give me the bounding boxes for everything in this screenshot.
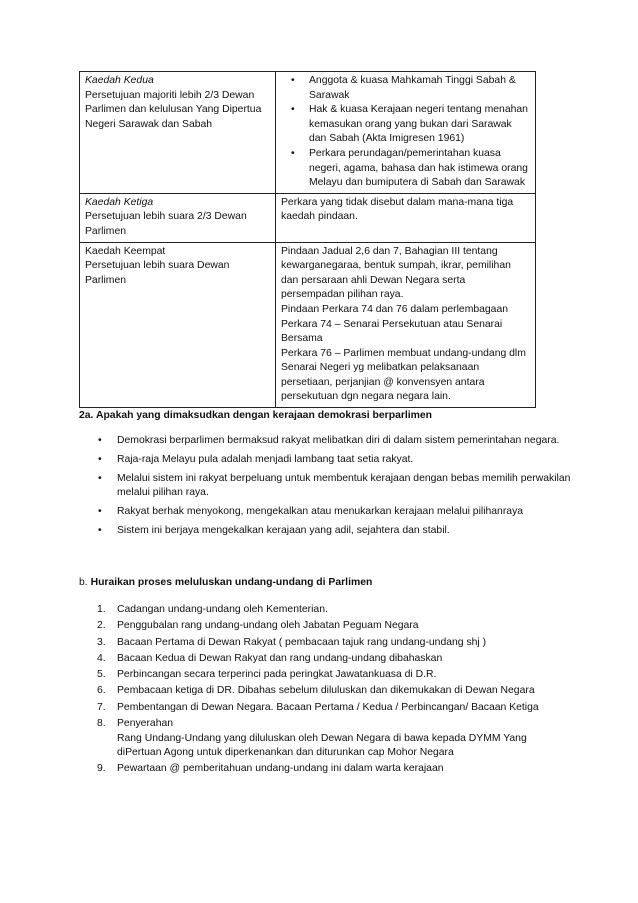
list-item: • Sistem ini berjaya mengekalkan kerajaan yang adil, sejahtera dan stabil. — [117, 524, 572, 539]
list-item: 4. Bacaan Kedua di Dewan Rakyat dan rang undang-undang dibahaskan — [97, 652, 443, 664]
method-cell — [80, 72, 276, 194]
list-item: 3. Bacaan Pertama di Dewan Rakyat ( pembacaan tajuk rang undang-undang shj ) — [97, 636, 487, 648]
section-b-prefix: b. — [79, 577, 91, 588]
list-item: • Hak & kuasa Kerajaan negeri tentang menahan kemasukan orang yang bukan dari Sarawak dan Sabah (Akta Imigresen 1961) — [309, 103, 531, 147]
method-title: Kaedah Kedua — [85, 75, 154, 86]
amendment-methods-table — [79, 71, 536, 408]
section-2a-title: 2a. Apakah yang dimaksudkan dengan kerajaan demokrasi berparlimen — [79, 410, 433, 421]
table-row — [80, 242, 536, 408]
method-title: Kaedah Ketiga — [85, 196, 154, 208]
scope-line: Perkara 74 – Senarai Persekutuan atau Senarai Bersama — [281, 318, 503, 345]
scope-list — [281, 74, 531, 191]
list-item: • Melalui sistem ini rakyat berpeluang untuk membentuk kerajaan dengan bebas memilih perwakilan melalui pilihan raya. — [117, 472, 572, 502]
scope-cell — [276, 242, 536, 408]
method-description: Persetujuan lebih suara Dewan Parlimen — [85, 260, 230, 286]
section-b-heading — [79, 576, 372, 591]
method-description: Persetujuan majoriti lebih 2/3 Dewan Parlimen dan kelulusan Yang Dipertua Negeri Sarawak dan Sabah — [85, 89, 262, 130]
list-item: 5. Perbincangan secara terperinci pada peringkat Jawatankuasa di D.R. — [97, 669, 437, 681]
list-item: • Demokrasi berparlimen bermaksud rakyat melibatkan diri di dalam sistem pemerintahan negara. — [117, 434, 572, 449]
legislation-steps — [97, 603, 572, 779]
list-item: 1. Cadangan undang-undang oleh Kementerian. — [97, 604, 328, 615]
table-row — [80, 193, 536, 242]
method-description: Persetujuan lebih suara 2/3 Dewan Parlimen — [85, 211, 247, 237]
scope-line: Perkara 76 – Parlimen membuat undang-undang dlm Senarai Negeri yg melibatkan pelaksanaan persetiaan, perjanjian @ konvensyen antara persekutuan dgn negara negara lain. — [281, 347, 526, 403]
section-2a-bullets — [97, 434, 572, 543]
method-cell — [80, 193, 276, 242]
step-detail: Rang Undang-Undang yang diluluskan oleh Dewan Negara di bawa kepada DYMM Yang diPertuan Agong untuk diperkenankan dan diturunkan cap Mohor Negara — [117, 732, 527, 759]
list-item: • Raja-raja Melayu pula adalah menjadi lambang taat setia rakyat. — [117, 453, 572, 468]
scope-line: Pindaan Perkara 74 dan 76 dalam perlembagaan — [281, 303, 509, 315]
method-title: Kaedah Keempat — [85, 245, 166, 257]
list-item: 6. Pembacaan ketiga di DR. Dibahas sebelum diluluskan dan dikemukakan di Dewan Negara — [97, 685, 535, 697]
list-item: • Rakyat berhak menyokong, mengekalkan atau menukarkan kerajaan melalui pilihanraya — [117, 505, 572, 520]
method-cell — [80, 242, 276, 408]
list-item: 2. Penggubalan rang undang-undang oleh Jabatan Peguam Negara — [97, 620, 419, 632]
list-item: 8. Penyerahan Rang Undang-Undang yang diluluskan oleh Dewan Negara di bawa kepada DYMM Yang diPertuan Agong untuk diperkenankan dan diturunkan cap Mohor Negara — [117, 717, 572, 761]
section-b-title: Huraikan proses meluluskan undang-undang di Parlimen — [90, 577, 373, 588]
list-item: • Anggota & kuasa Mahkamah Tinggi Sabah & Sarawak — [309, 74, 531, 103]
scope-cell: Perkara yang tidak disebut dalam mana-mana tiga kaedah pindaan. — [276, 193, 536, 242]
list-item: 9. Pewartaan @ pemberitahuan undang-undang ini dalam warta kerajaan — [97, 763, 444, 775]
table-row — [80, 72, 536, 194]
scope-line: Pindaan Jadual 2,6 dan 7, Bahagian III tentang kewarganegaraa, bentuk sumpah, ikrar, pemilihan dan persaraan ahli Dewan Negara serta persempadan pilihan raya. — [281, 245, 511, 301]
list-item: 7. Pembentangan di Dewan Negara. Bacaan Pertama / Kedua / Perbincangan/ Bacaan Ketiga — [97, 701, 539, 713]
scope-cell — [276, 72, 536, 194]
list-item: • Perkara perundagan/pemerintahan kuasa negeri, agama, bahasa dan hak istimewa orang Melayu dan bumiputera di Sabah dan Sarawak — [309, 147, 531, 191]
